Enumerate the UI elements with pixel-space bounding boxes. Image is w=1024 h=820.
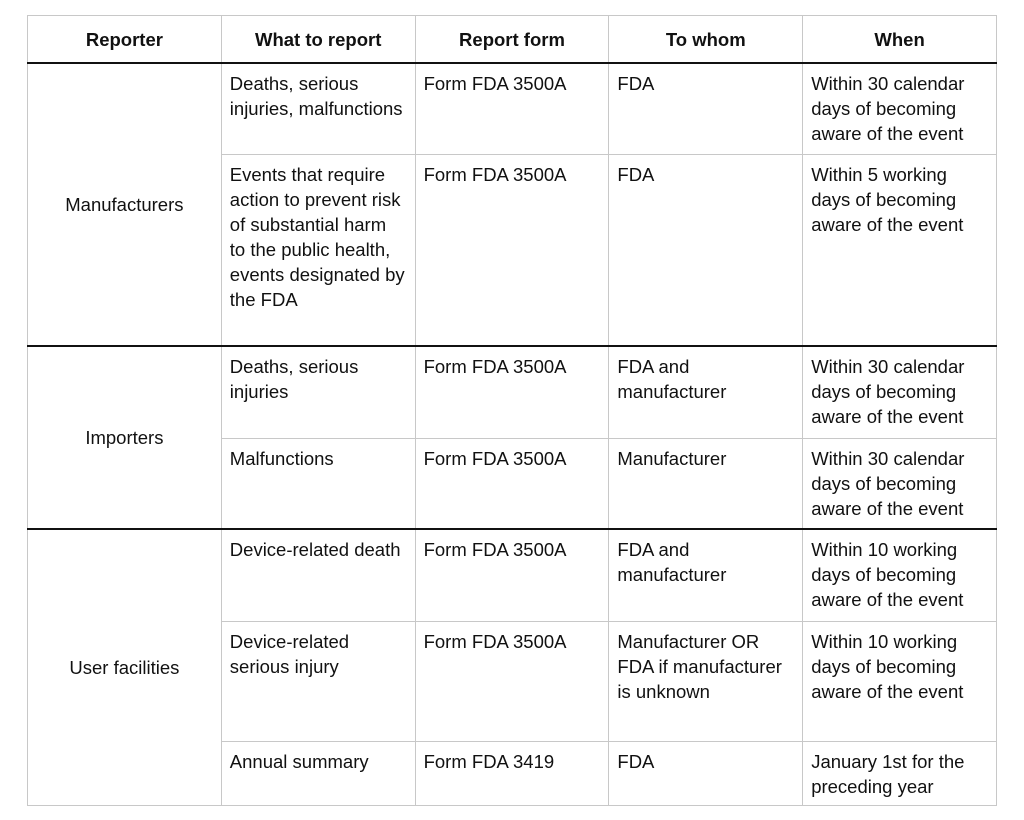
form-cell: Form FDA 3500A <box>415 154 609 346</box>
whom-cell: Manufacturer OR FDA if manufacturer is unknown <box>609 621 803 741</box>
reporting-requirements-table <box>27 15 997 806</box>
form-cell: Form FDA 3419 <box>415 741 609 805</box>
table-row <box>28 346 997 438</box>
header-what: What to report <box>221 16 415 64</box>
reporter-cell: Importers <box>28 346 222 529</box>
what-cell: Device-related serious injury <box>221 621 415 741</box>
header-form: Report form <box>415 16 609 64</box>
when-cell: Within 10 working days of becoming aware of the event <box>803 529 997 621</box>
form-cell: Form FDA 3500A <box>415 63 609 154</box>
what-cell: Device-related death <box>221 529 415 621</box>
when-cell: Within 30 calendar days of becoming aware of the event <box>803 346 997 438</box>
reporter-cell: User facilities <box>28 529 222 805</box>
reporter-cell: Manufacturers <box>28 63 222 346</box>
whom-cell: FDA <box>609 63 803 154</box>
header-row <box>28 16 997 64</box>
header-reporter: Reporter <box>28 16 222 64</box>
form-cell: Form FDA 3500A <box>415 529 609 621</box>
whom-cell: FDA <box>609 741 803 805</box>
when-cell: January 1st for the preceding year <box>803 741 997 805</box>
when-cell: Within 5 working days of becoming aware of the event <box>803 154 997 346</box>
form-cell: Form FDA 3500A <box>415 621 609 741</box>
when-cell: Within 30 calendar days of becoming aware of the event <box>803 63 997 154</box>
header-whom: To whom <box>609 16 803 64</box>
whom-cell: FDA <box>609 154 803 346</box>
header-when: When <box>803 16 997 64</box>
what-cell: Malfunctions <box>221 438 415 529</box>
when-cell: Within 10 working days of becoming aware of the event <box>803 621 997 741</box>
whom-cell: FDA and manufacturer <box>609 529 803 621</box>
form-cell: Form FDA 3500A <box>415 438 609 529</box>
whom-cell: Manufacturer <box>609 438 803 529</box>
whom-cell: FDA and manufacturer <box>609 346 803 438</box>
what-cell: Annual summary <box>221 741 415 805</box>
table-row <box>28 63 997 154</box>
what-cell: Deaths, serious injuries, malfunctions <box>221 63 415 154</box>
what-cell: Deaths, serious injuries <box>221 346 415 438</box>
what-cell: Events that require action to prevent risk of substantial harm to the public health, events designated by the FDA <box>221 154 415 346</box>
when-cell: Within 30 calendar days of becoming aware of the event <box>803 438 997 529</box>
form-cell: Form FDA 3500A <box>415 346 609 438</box>
table-row <box>28 529 997 621</box>
